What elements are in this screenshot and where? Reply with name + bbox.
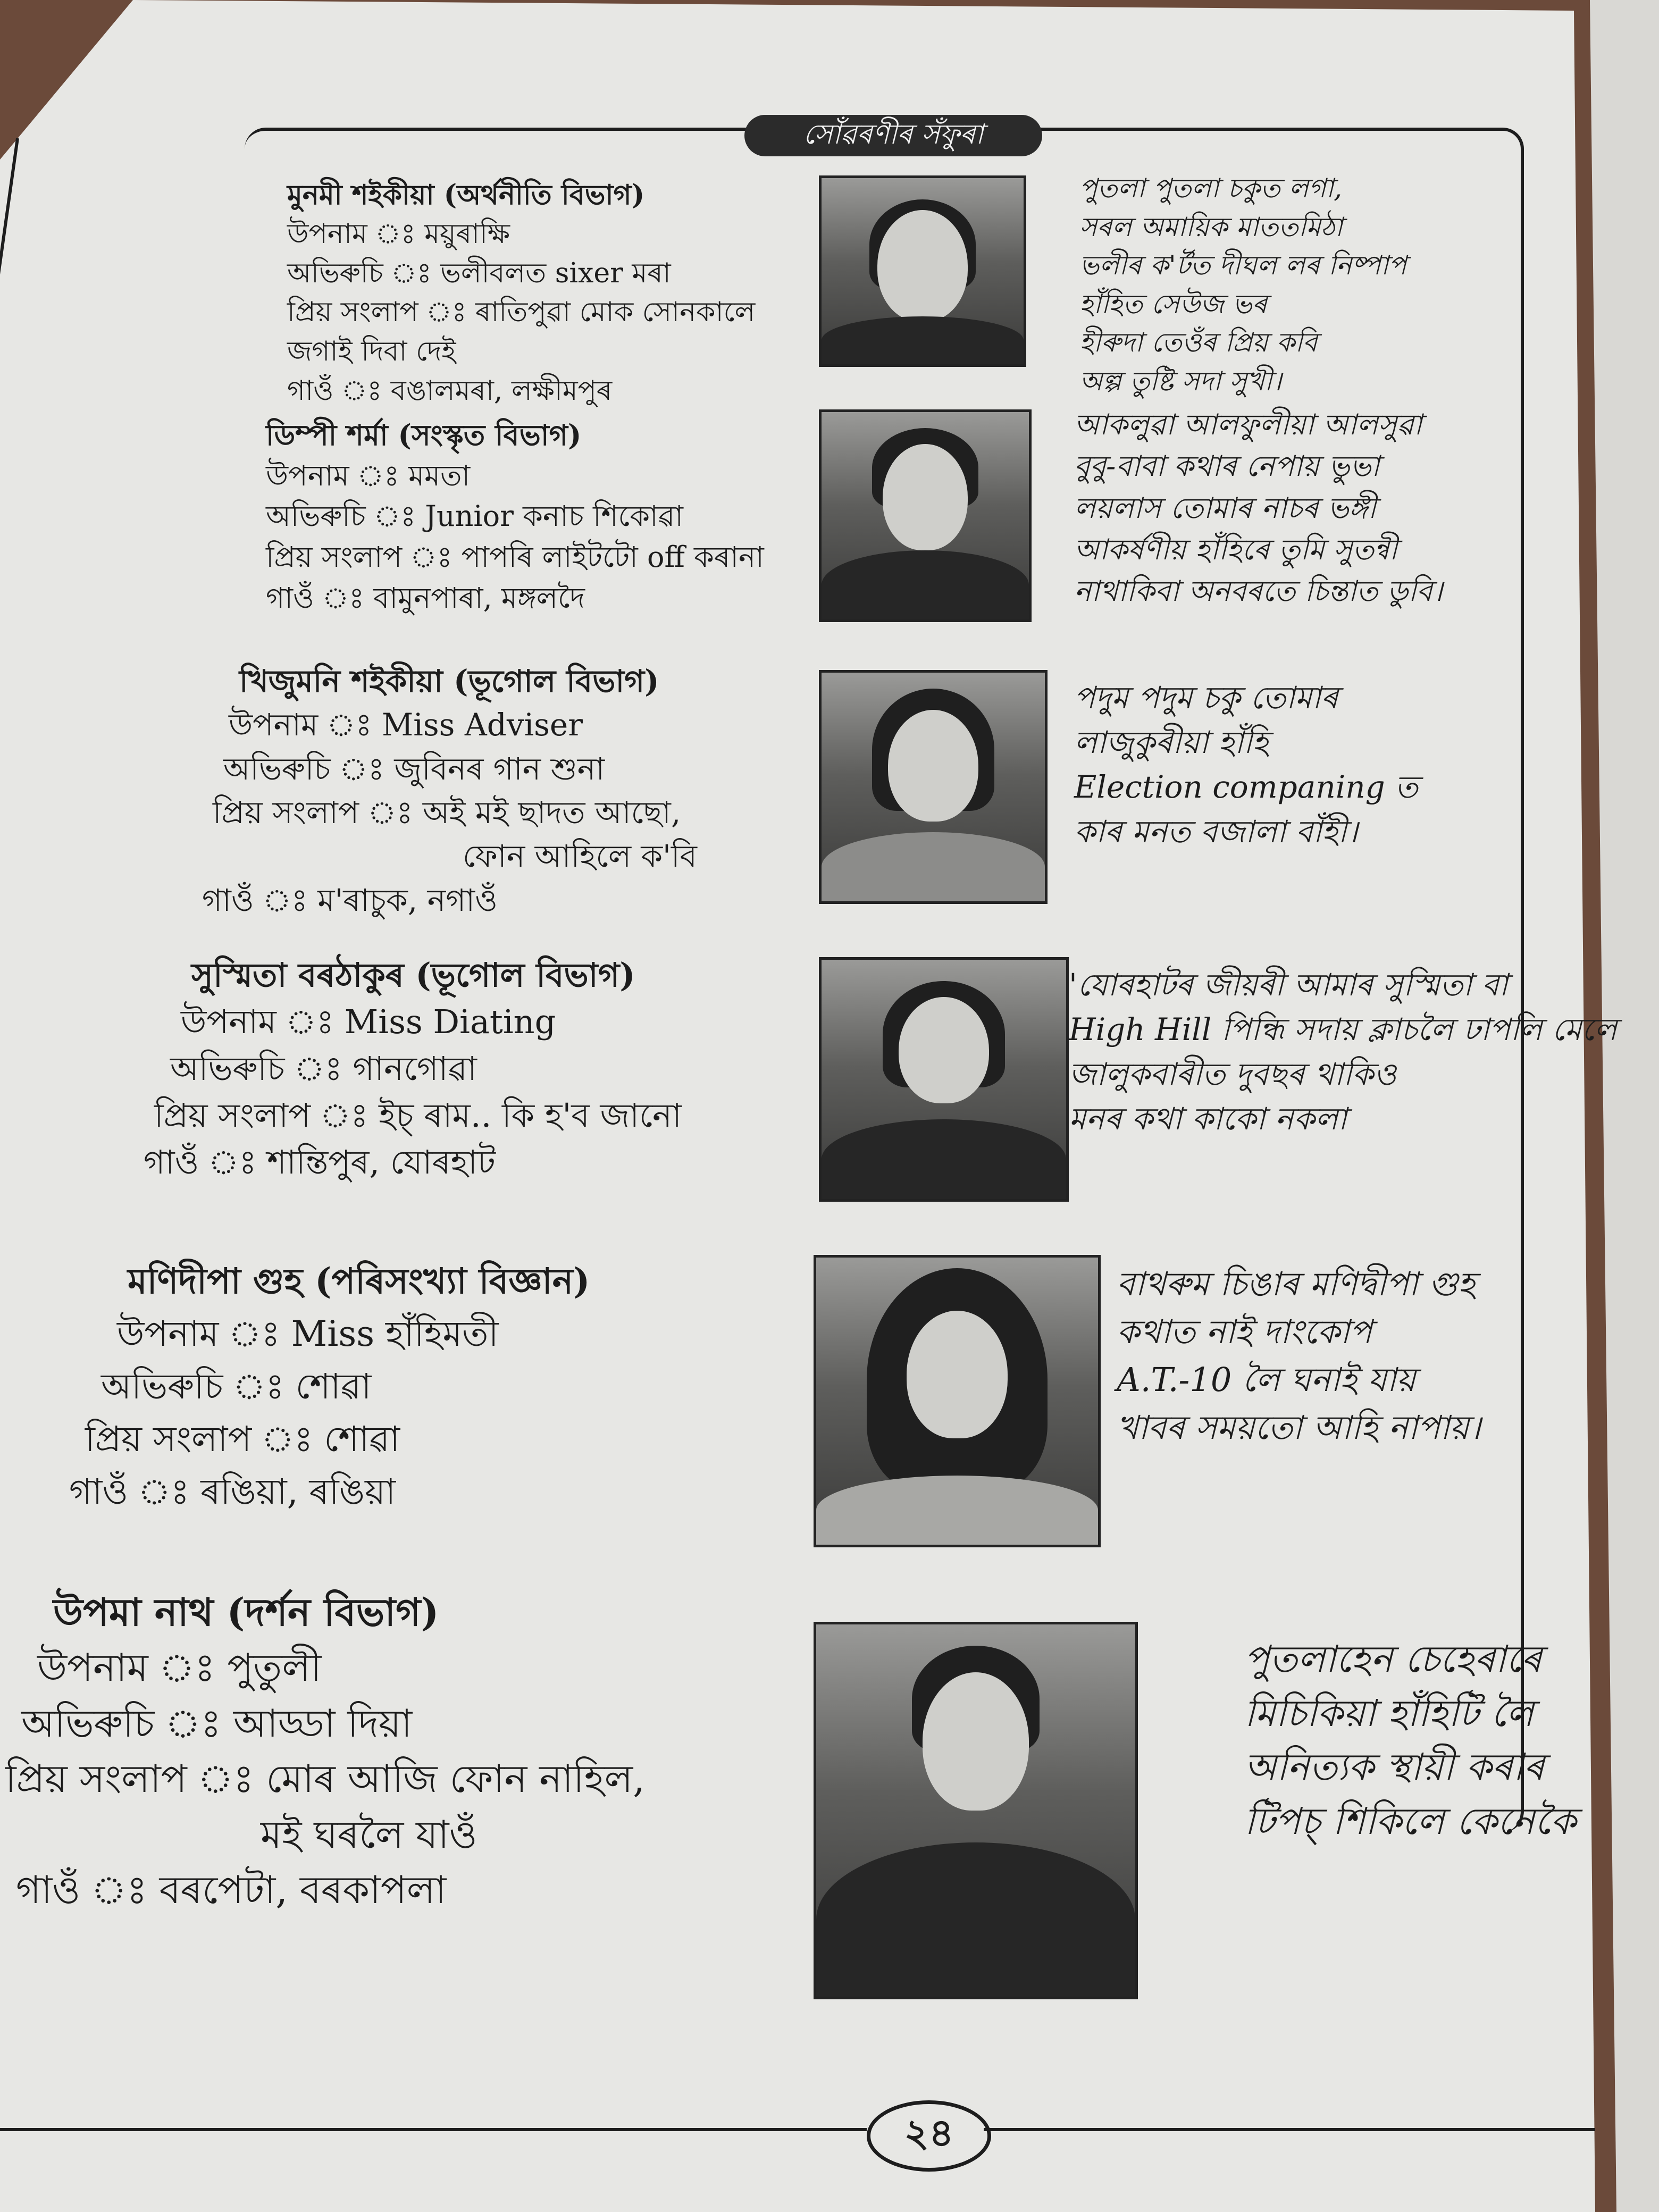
profile-poem-1 [1079, 169, 1406, 400]
poem-line: লয়লাস তোমাৰ নাচৰ ভঙ্গী [1074, 491, 1377, 525]
profile-info-1 [287, 175, 755, 411]
profile-dialogue: প্ৰিয় সংলাপ ঃ পাপৰি লাইটটো off কৰানা [266, 540, 764, 574]
profile-nickname: উপনাম ঃ Miss হাঁহিমতী [117, 1313, 499, 1354]
poem-line: পুতলাহেন চেহেৰাৰে [1244, 1637, 1542, 1681]
profile-info-3 [202, 659, 697, 922]
profile-info-4 [144, 952, 682, 1186]
profile-poem-2 [1074, 404, 1443, 612]
footer-line-left [0, 2128, 867, 2131]
poem-line: আকৰ্ষণীয় হাঁহিৰে তুমি সুতন্বী [1074, 532, 1398, 566]
poem-line: সৰল অমায়িক মাততমিঠা [1079, 211, 1343, 242]
poem-line: পদুম পদুম চকু তোমাৰ [1074, 680, 1338, 716]
profile-name: খিজুমনি শইকীয়া (ভূগোল বিভাগ) [239, 663, 659, 699]
profile-photo-3 [819, 670, 1048, 904]
profile-hobby: অভিৰুচি ঃ জুবিনৰ গান শুনা [223, 750, 605, 787]
profile-name: মণিদীপা গুহ (পৰিসংখ্যা বিজ্ঞান) [128, 1260, 590, 1302]
profile-village: গাওঁ ঃ বঙালমৰা, লক্ষীমপুৰ [287, 375, 613, 407]
poem-line: মনৰ কথা কাকো নকলা [1069, 1101, 1347, 1137]
poem-line: High Hill পিন্ধি সদায় ক্লাচলৈ ঢাপলি মেলে [1069, 1011, 1617, 1048]
footer-line-right [984, 2128, 1595, 2131]
photo-shoulders [822, 316, 1024, 364]
profile-poem-5 [1117, 1260, 1481, 1452]
profile-hobby: অভিৰুচি ঃ গানগোৱা [170, 1049, 477, 1088]
profile-name: ডিম্পী শৰ্মা (সংস্কৃত বিভাগ) [266, 418, 582, 452]
poem-line: নাথাকিবা অনবৰতে চিন্তাত ডুবি। [1074, 574, 1443, 608]
profile-info-5 [69, 1255, 590, 1518]
photo-face [883, 444, 968, 550]
poem-line: অনিত্যক স্থায়ী কৰাৰ [1244, 1745, 1545, 1789]
profile-photo-6 [814, 1622, 1138, 1999]
profile-info-2 [266, 415, 764, 618]
profile-dialogue-cont: জগাই দিবা দেই [287, 336, 456, 368]
photo-face [907, 1311, 1008, 1438]
profile-dialogue: প্ৰিয় সংলাপ ঃ ৰাতিপুৱা মোক সোনকালে [287, 296, 756, 329]
profile-hobby: অভিৰুচি ঃ আড্ডা দিয়া [21, 1700, 413, 1746]
profile-nickname: উপনাম ঃ ময়ুৰাক্ষি [287, 217, 510, 250]
poem-line: বুবু-বাবা কথাৰ নেপায় ভুভা [1074, 449, 1380, 483]
profile-nickname: উপনাম ঃ Miss Diating [181, 1002, 556, 1042]
poem-line: জালুকবাৰীত দুবছৰ থাকিও [1069, 1056, 1397, 1093]
poem-line: কথাত নাই দাংকোপ [1117, 1312, 1372, 1351]
poem-line: অল্প তুষ্টি সদা সুখী। [1079, 365, 1282, 397]
poem-line: মিচিকিয়া হাঁহিটি লৈ [1244, 1691, 1534, 1735]
poem-line: ভলীৰ ক'ৰ্টত দীঘল লৰ নিষ্পাপ [1079, 250, 1407, 281]
profile-nickname: উপনাম ঃ মমতা [266, 458, 471, 492]
poem-line: হাঁহিত সেউজ ভৰ [1079, 288, 1268, 320]
photo-shoulders [816, 1476, 1098, 1545]
section-banner: সোঁৱৰণীৰ সঁফুৰা [744, 115, 1042, 156]
poem-line: আকলুৱা আলফুলীয়া আলসুৱা [1074, 408, 1422, 441]
profile-poem-4 [1069, 962, 1617, 1141]
profile-name: মুনমী শইকীয়া (অৰ্থনীতি বিভাগ) [287, 179, 645, 211]
profile-hobby: অভিৰুচি ঃ শোৱা [101, 1366, 372, 1407]
poem-line: লাজুকুৰীয়া হাঁহি [1074, 724, 1269, 761]
profile-dialogue-cont: মই ঘৰলৈ যাওঁ [261, 1812, 477, 1857]
profile-dialogue: প্ৰিয় সংলাপ ঃ ইচ্ ৰাম.. কি হ'ব জানো [154, 1096, 682, 1135]
profile-poem-3 [1074, 675, 1418, 854]
profile-dialogue: প্ৰিয় সংলাপ ঃ মোৰ আজি ফোন নাহিল, [5, 1756, 645, 1802]
profile-hobby: অভিৰুচি ঃ Junior কনাচ শিকোৱা [266, 499, 683, 533]
page-number: ২৪ [867, 2100, 991, 2172]
poem-line: কাৰ মনত বজালা বাঁহী। [1074, 814, 1358, 850]
photo-shoulders [816, 1842, 1135, 1997]
profile-nickname: উপনাম ঃ পুতুলী [37, 1645, 322, 1690]
profile-photo-4 [819, 957, 1069, 1202]
profile-dialogue: প্ৰিয় সংলাপ ঃ শোৱা [85, 1419, 400, 1460]
profile-village: গাওঁ ঃ ম'ৰাচুক, নগাওঁ [202, 882, 498, 918]
profile-dialogue-cont: ফোন আহিলে ক'বি [463, 838, 697, 875]
profile-dialogue: প্ৰিয় সংলাপ ঃ অই মই ছাদত আছো, [213, 794, 681, 831]
profile-photo-2 [819, 409, 1032, 622]
photo-face [888, 710, 978, 822]
photo-face [923, 1672, 1029, 1811]
profile-name: সুস্মিতা বৰঠাকুৰ (ভূগোল বিভাগ) [191, 956, 635, 994]
profile-nickname: উপনাম ঃ Miss Adviser [229, 707, 583, 743]
profile-photo-1 [819, 175, 1026, 367]
photo-shoulders [822, 1119, 1066, 1199]
profile-village: গাওঁ ঃ বৰপেটা, বৰকাপলা [16, 1867, 447, 1912]
poem-line: খাবৰ সময়তো আহি নাপায়। [1117, 1407, 1481, 1447]
profile-hobby: অভিৰুচি ঃ ভলীবলত sixer মৰা [287, 257, 671, 289]
profile-poem-6 [1244, 1632, 1576, 1848]
profile-village: গাওঁ ঃ ৰঙিয়া, ৰঙিয়া [69, 1471, 396, 1512]
profile-photo-5 [814, 1255, 1101, 1547]
photo-face [877, 210, 968, 322]
profile-name: উপমা নাথ (দৰ্শন বিভাগ) [53, 1589, 439, 1635]
photo-face [899, 997, 989, 1103]
poem-line: পুতলা পুতলা চকুত লগা, [1079, 173, 1343, 204]
photo-shoulders [822, 832, 1045, 901]
profile-village: গাওঁ ঃ বামুনপাৰা, মঙ্গলদৈ [266, 581, 585, 615]
poem-line: টিপচ্ শিকিলে কেনেকৈ [1244, 1799, 1577, 1843]
poem-line: হীৰুদা তেওঁৰ প্ৰিয় কবি [1079, 327, 1318, 358]
poem-line: 'যোৰহাটৰ জীয়ৰী আমাৰ সুস্মিতা বা [1069, 967, 1508, 1003]
poem-line: Election companing ত [1074, 769, 1418, 806]
poem-line: বাথৰুম চিঙাৰ মণিদ্বীপা গুহ [1117, 1264, 1476, 1303]
profile-village: গাওঁ ঃ শান্তিপুৰ, যোৰহাট [144, 1143, 496, 1182]
profile-info-6 [5, 1585, 645, 1917]
poem-line: A.T.-10 লৈ ঘনাই যায় [1117, 1360, 1416, 1399]
photo-shoulders [822, 550, 1029, 619]
